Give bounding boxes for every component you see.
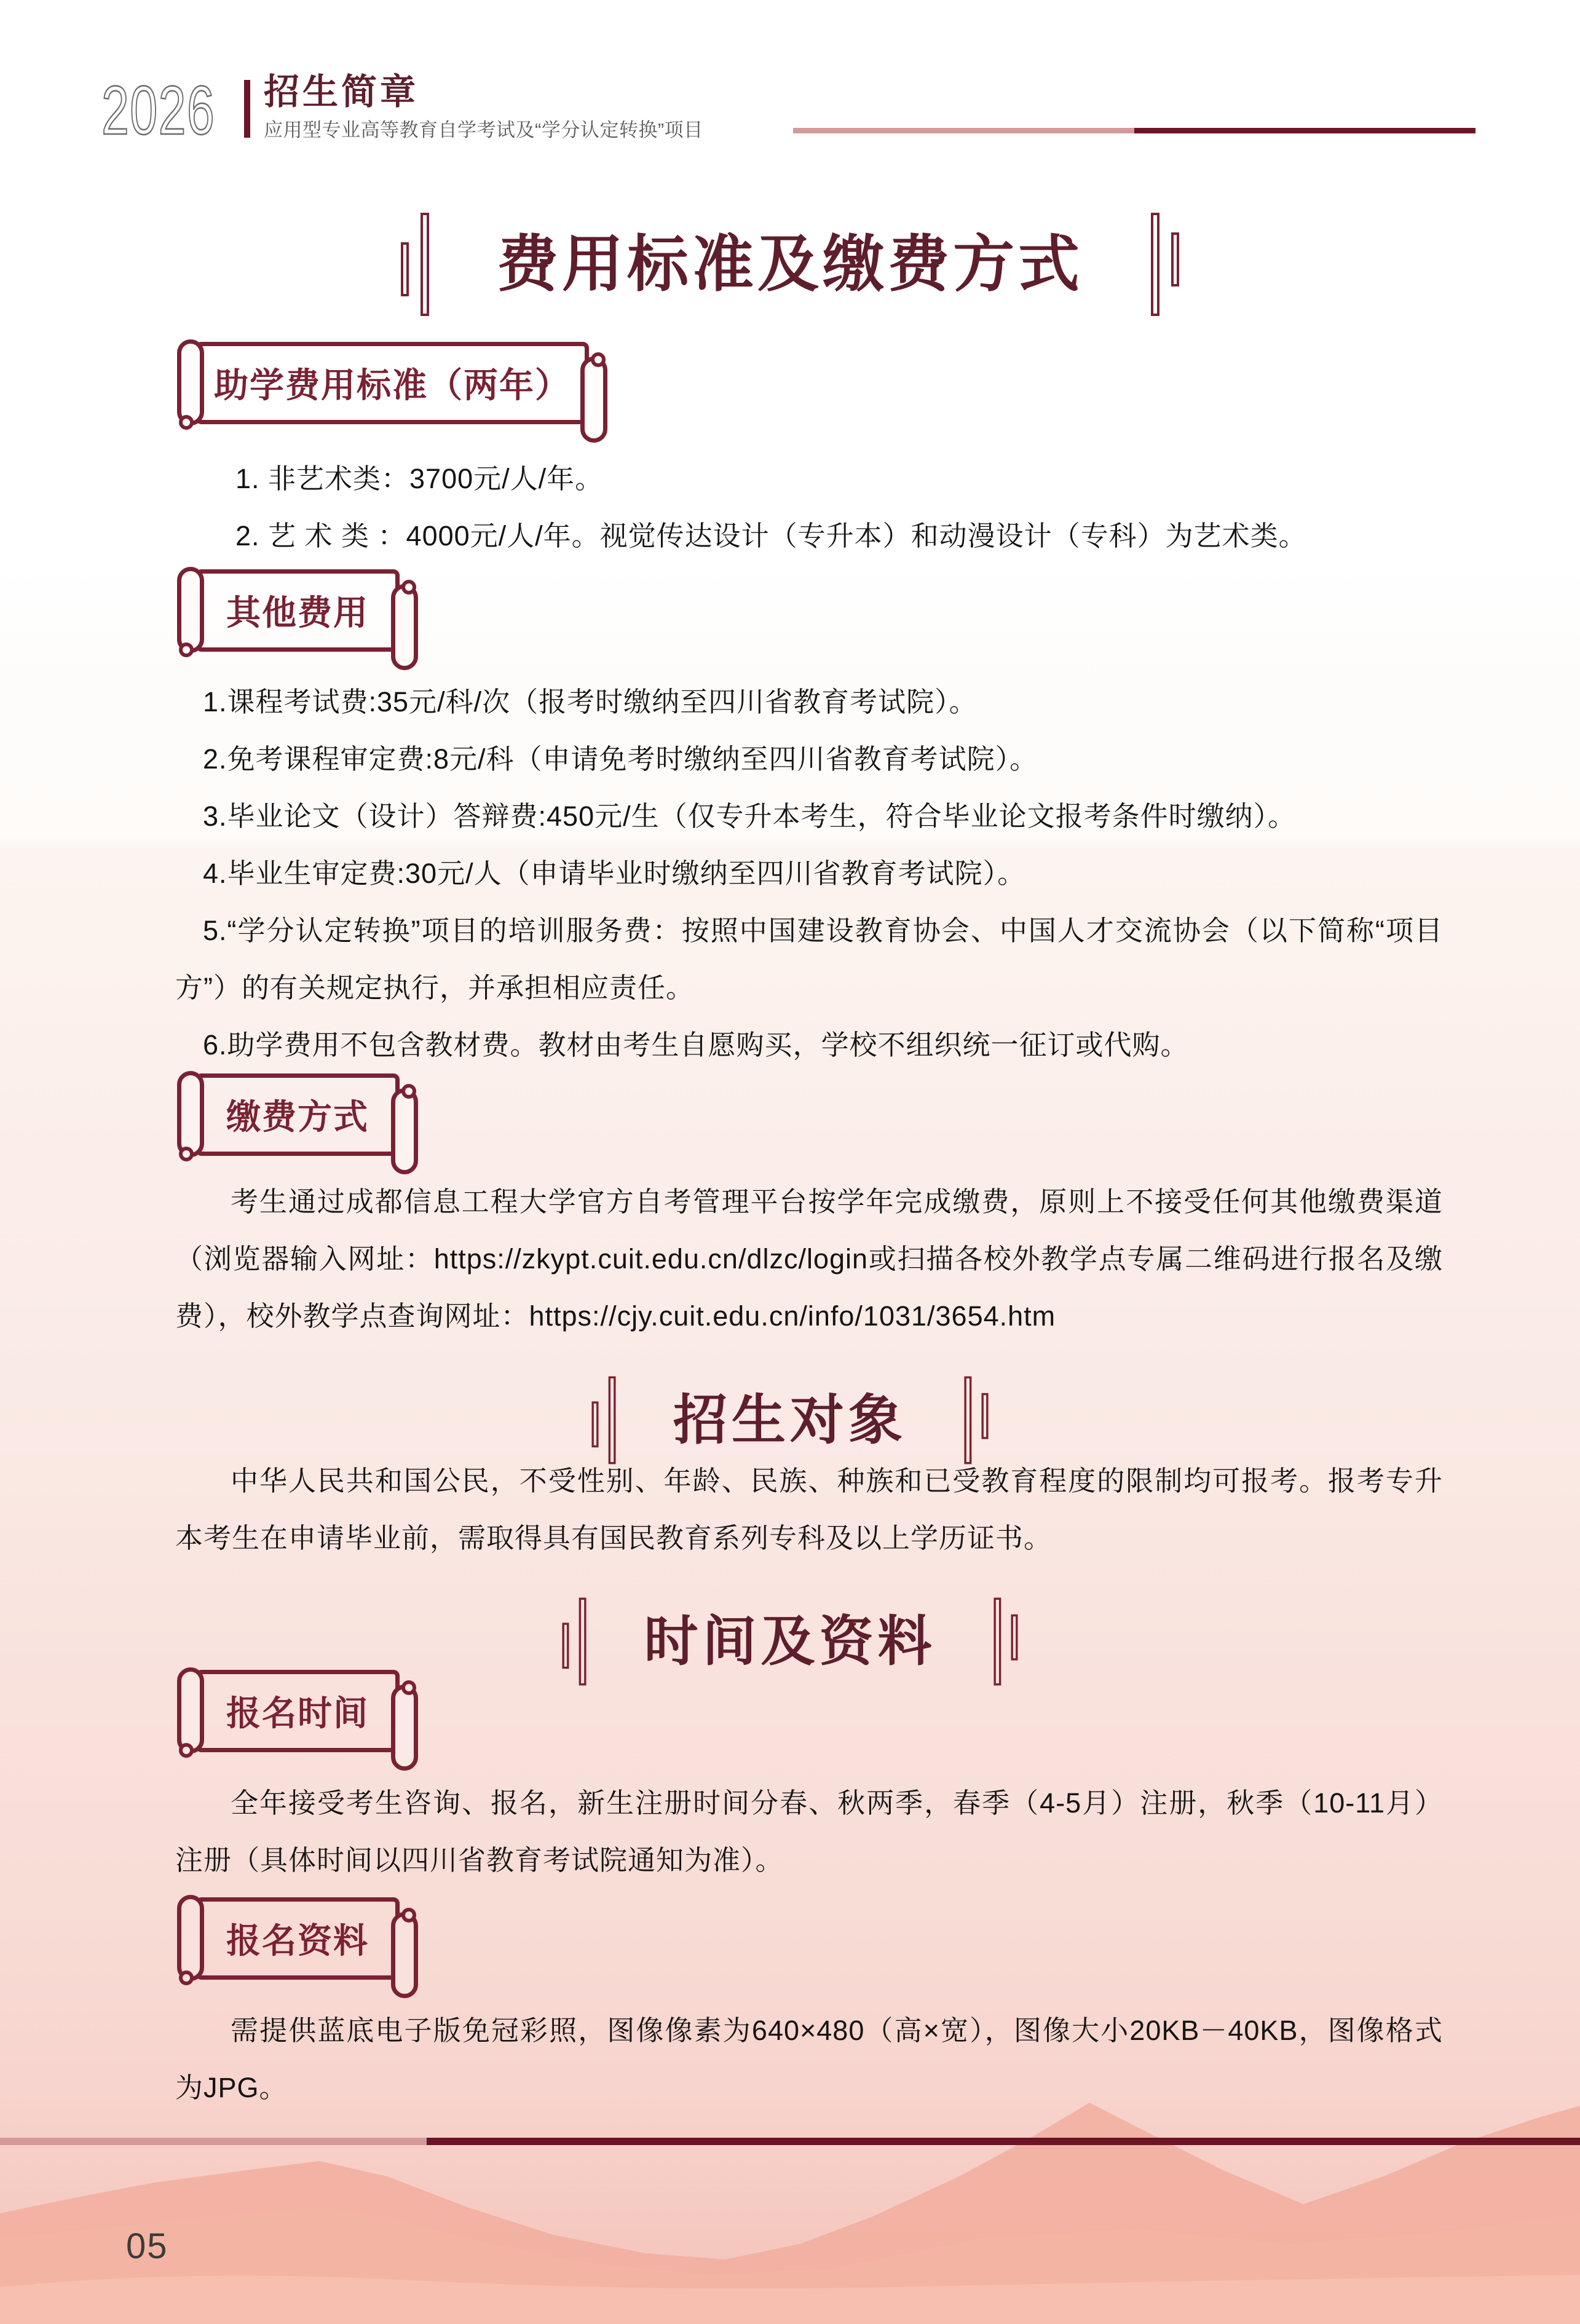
tuition-banner-label: 助学费用标准（两年） [214, 366, 571, 405]
title-bracket-right-icon [993, 1598, 1017, 1686]
scroll-roll-right-icon [391, 1912, 418, 1998]
time-material-title: 时间及资料 [644, 1611, 936, 1672]
scroll-roll-left-icon [177, 339, 204, 425]
list-item: 2.免考课程审定费:8元/科（申请免考时缴纳至四川省教育考试院）。 [203, 743, 1038, 775]
list-item: 2. 艺 术 类 ：4000元/人/年。视觉传达设计（专升本）和动漫设计（专科）为艺术类。 [235, 520, 1307, 551]
title-bracket-left-icon [591, 1377, 615, 1464]
fees-section-title: 费用标准及缴费方式 [497, 230, 1083, 299]
brochure-title: 招生简章 [264, 72, 419, 112]
reg-material-scroll-banner [177, 1895, 418, 1998]
title-bracket-left-icon [401, 213, 429, 316]
scroll-roll-right-icon [391, 1088, 418, 1174]
scroll-roll-left-icon [177, 567, 204, 653]
tuition-fee-list [175, 450, 1443, 564]
mountain-art [0, 2084, 1580, 2324]
scroll-panel [196, 1073, 400, 1156]
reg-time-paragraph: 全年接受考生咨询、报名，新生注册时间分春、秋两季，春季（4-5月）注册，秋季（10-11月）注册（具体时间以四川省教育考试院通知为准）。 [175, 1787, 1443, 1876]
payment-scroll-banner [177, 1071, 418, 1174]
list-item: 3.毕业论文（设计）答辩费:450元/生（仅专升本考生，符合毕业论文报考条件时缴纳）。 [203, 800, 1297, 832]
reg-material-banner-label: 报名资料 [226, 1921, 369, 1960]
title-bracket-left-icon [563, 1598, 587, 1686]
reg-time-scroll-banner [177, 1667, 418, 1771]
admission-target-title: 招生对象 [673, 1389, 907, 1450]
scroll-panel [196, 569, 400, 652]
scroll-roll-left-icon [177, 1895, 204, 1981]
list-item: 5.“学分认定转换”项目的培训服务费：按照中国建设教育协会、中国人才交流协会（以下简称“项目方”）的有关规定执行，并承担相应责任。 [175, 915, 1443, 1003]
other-fee-list [175, 673, 1443, 1073]
scroll-panel [196, 342, 589, 424]
scroll-roll-right-icon [580, 357, 607, 443]
footer-rule [0, 2138, 1580, 2145]
payment-paragraph: 考生通过成都信息工程大学官方自考管理平台按学年完成缴费，原则上不接受任何其他缴费渠道（浏览器输入网址：https://zkypt.cuit.edu.cn/dlzc/login或扫描各校外教学点专属二维码进行报名及缴费），校外教学点查询网址：https://cjy.cuit.edu.cn/info/1031/3654.htm [175, 1186, 1443, 1332]
scroll-roll-left-icon [177, 1667, 204, 1753]
year-outline-text: 2026 [101, 72, 216, 149]
scroll-roll-right-icon [391, 584, 418, 670]
reg-material-paragraph: 需提供蓝底电子版免冠彩照，图像像素为640×480（高×宽），图像大小20KB－40KB，图像格式为JPG。 [175, 2015, 1443, 2103]
fees-title-row [0, 209, 1580, 320]
admission-target-paragraph: 中华人民共和国公民，不受性别、年龄、民族、种族和已受教育程度的限制均可报考。报考专升本考生在申请毕业前，需取得具有国民教育系列专科及以上学历证书。 [175, 1465, 1443, 1554]
payment-banner-label: 缴费方式 [226, 1097, 369, 1136]
brochure-subtitle: 应用型专业高等教育自学考试及“学分认定转换”项目 [264, 119, 703, 141]
other-fees-banner-label: 其他费用 [226, 593, 369, 632]
reg-time-banner-label: 报名时间 [226, 1694, 369, 1733]
list-item: 6.助学费用不包含教材费。教材由考生自愿购买，学校不组织统一征订或代购。 [203, 1029, 1189, 1061]
title-bracket-right-icon [1151, 213, 1179, 316]
title-bracket-right-icon [964, 1377, 988, 1464]
list-item: 1. 非艺术类：3700元/人/年。 [235, 463, 604, 494]
list-item: 1.课程考试费:35元/科/次（报考时缴纳至四川省教育考试院）。 [203, 686, 978, 717]
header-rule [793, 128, 1475, 133]
scroll-panel [196, 1670, 400, 1752]
other-fees-scroll-banner [177, 567, 418, 670]
scroll-roll-right-icon [391, 1685, 418, 1771]
scroll-panel [196, 1897, 400, 1980]
tuition-scroll-banner [177, 339, 607, 443]
page-number: 05 [126, 2226, 168, 2266]
scroll-roll-left-icon [177, 1071, 204, 1157]
header-divider-bar [244, 80, 250, 138]
list-item: 4.毕业生审定费:30元/人（申请毕业时缴纳至四川省教育考试院）。 [203, 858, 1026, 889]
page-header [101, 72, 1515, 149]
